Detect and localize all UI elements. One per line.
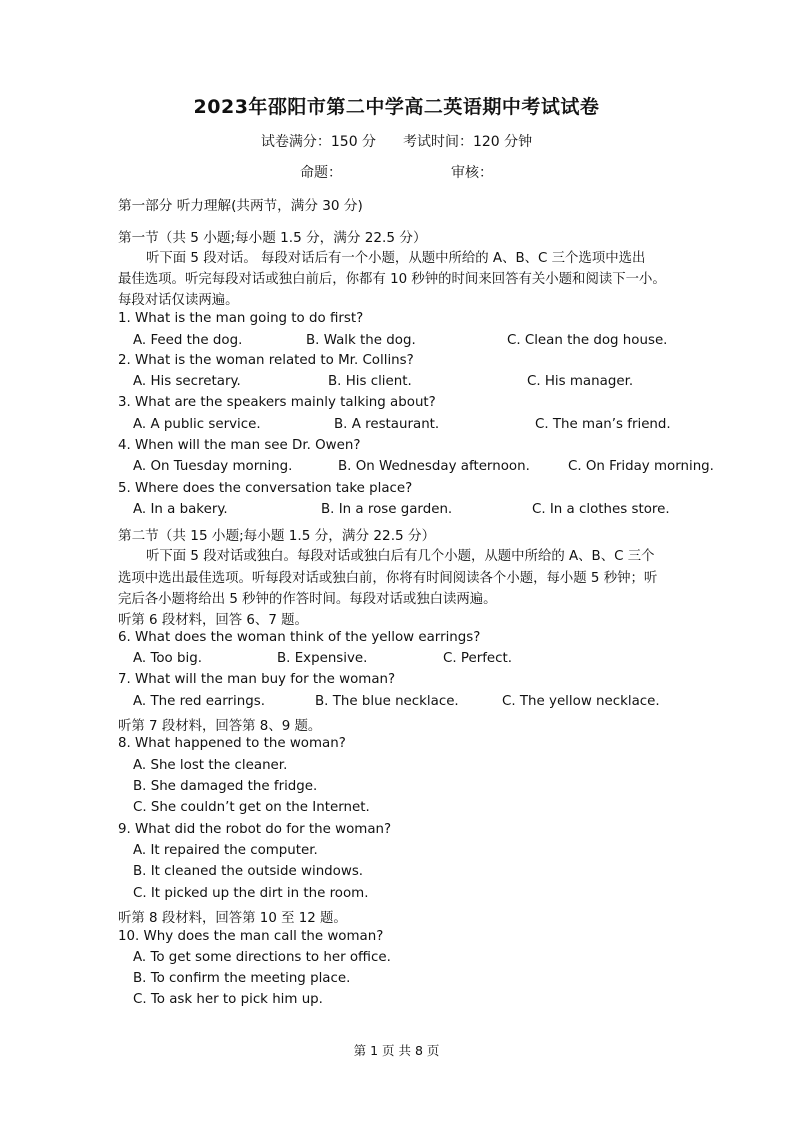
option-c: C. On Friday morning.	[568, 459, 714, 474]
option-a: A. She lost the cleaner.	[133, 758, 288, 773]
option-a: A. His secretary.	[133, 374, 241, 389]
option-c: C. The man’s friend.	[535, 417, 671, 432]
question-2: 2. What is the woman related to Mr. Collins?	[118, 353, 414, 368]
option-b: B. Walk the dog.	[306, 333, 416, 348]
option-b: B. It cleaned the outside windows.	[133, 864, 364, 879]
question-5: 5. Where does the conversation take place?	[118, 481, 413, 496]
option-b: B. In a rose garden.	[321, 502, 453, 517]
author-label: 命题：	[300, 165, 343, 181]
option-c: C. She couldn’t get on the Internet.	[133, 800, 370, 815]
option-a: A. Feed the dog.	[133, 333, 243, 348]
question-4: 4. When will the man see Dr. Owen?	[118, 438, 361, 453]
option-c: C. To ask her to pick him up.	[133, 992, 323, 1007]
question-1: 1. What is the man going to do first?	[118, 311, 364, 326]
option-b: B. Expensive.	[277, 651, 368, 666]
option-a: A. In a bakery.	[133, 502, 228, 517]
option-a: A. Too big.	[133, 651, 202, 666]
question-9: 9. What did the robot do for the woman?	[118, 822, 392, 837]
exam-title: 2023年邵阳市第二中学高二英语期中考试试卷	[193, 96, 600, 118]
question-6: 6. What does the woman think of the yellow earrings?	[118, 630, 481, 645]
exam-meta-score-time	[0, 131, 793, 151]
option-c: C. Perfect.	[443, 651, 513, 666]
question-3: 3. What are the speakers mainly talking about?	[118, 395, 436, 410]
option-a: A. It repaired the computer.	[133, 843, 318, 858]
option-b: B. His client.	[328, 374, 412, 389]
option-b: B. The blue necklace.	[315, 694, 459, 709]
option-a: A. To get some directions to her office.	[133, 950, 391, 965]
question-7: 7. What will the man buy for the woman?	[118, 672, 396, 687]
option-b: B. She damaged the fridge.	[133, 779, 318, 794]
section2-instruction-line: 选项中选出最佳选项。听每段对话或独白前，你将有时间阅读各个小题，每小题 5 秒钟；听	[118, 571, 658, 586]
section1-instruction-line: 最佳选项。听完每段对话或独白前后，你都有 10 秒钟的时间来回答有关小题和阅读下一小。	[118, 272, 666, 287]
section2-instruction-line: 听下面 5 段对话或独白。每段对话或独白后有几个小题，从题中所给的 A、B、C 三个	[146, 549, 655, 564]
option-a: A. A public service.	[133, 417, 261, 432]
option-c: C. The yellow necklace.	[502, 694, 660, 709]
part1-heading: 第一部分 听力理解(共两节，满分 30 分)	[118, 198, 363, 214]
section2-instruction-line: 完后各小题将给出 5 秒钟的作答时间。每段对话或独白读两遍。	[118, 592, 497, 607]
option-c: C. It picked up the dirt in the room.	[133, 886, 369, 901]
section2-heading: 第二节（共 15 小题;每小题 1.5 分，满分 22.5 分）	[118, 528, 436, 544]
question-8: 8. What happened to the woman?	[118, 736, 346, 751]
option-a: A. The red earrings.	[133, 694, 265, 709]
exam-time: 考试时间：120 分钟	[402, 134, 533, 150]
question-10: 10. Why does the man call the woman?	[118, 929, 384, 944]
section1-instruction-line: 听下面 5 段对话。 每段对话后有一个小题，从题中所给的 A、B、C 三个选项中选出	[146, 251, 646, 266]
material-6-label: 听第 6 段材料，回答 6、7 题。	[118, 613, 308, 628]
section1-instruction-line: 每段对话仅读两遍。	[118, 293, 239, 308]
option-a: A. On Tuesday morning.	[133, 459, 293, 474]
option-b: B. A restaurant.	[334, 417, 440, 432]
option-c: C. In a clothes store.	[532, 502, 670, 517]
exam-meta-authors	[0, 162, 793, 182]
option-c: C. His manager.	[527, 374, 634, 389]
total-score: 试卷满分：150 分	[260, 134, 377, 150]
material-7-label: 听第 7 段材料，回答第 8、9 题。	[118, 719, 322, 734]
option-c: C. Clean the dog house.	[507, 333, 668, 348]
material-8-label: 听第 8 段材料，回答第 10 至 12 题。	[118, 911, 347, 926]
page-number-footer: 第 1 页 共 8 页	[353, 1043, 440, 1058]
option-b: B. To confirm the meeting place.	[133, 971, 351, 986]
section1-heading: 第一节（共 5 小题;每小题 1.5 分，满分 22.5 分）	[118, 230, 427, 246]
review-label: 审核：	[450, 165, 493, 181]
option-b: B. On Wednesday afternoon.	[338, 459, 530, 474]
